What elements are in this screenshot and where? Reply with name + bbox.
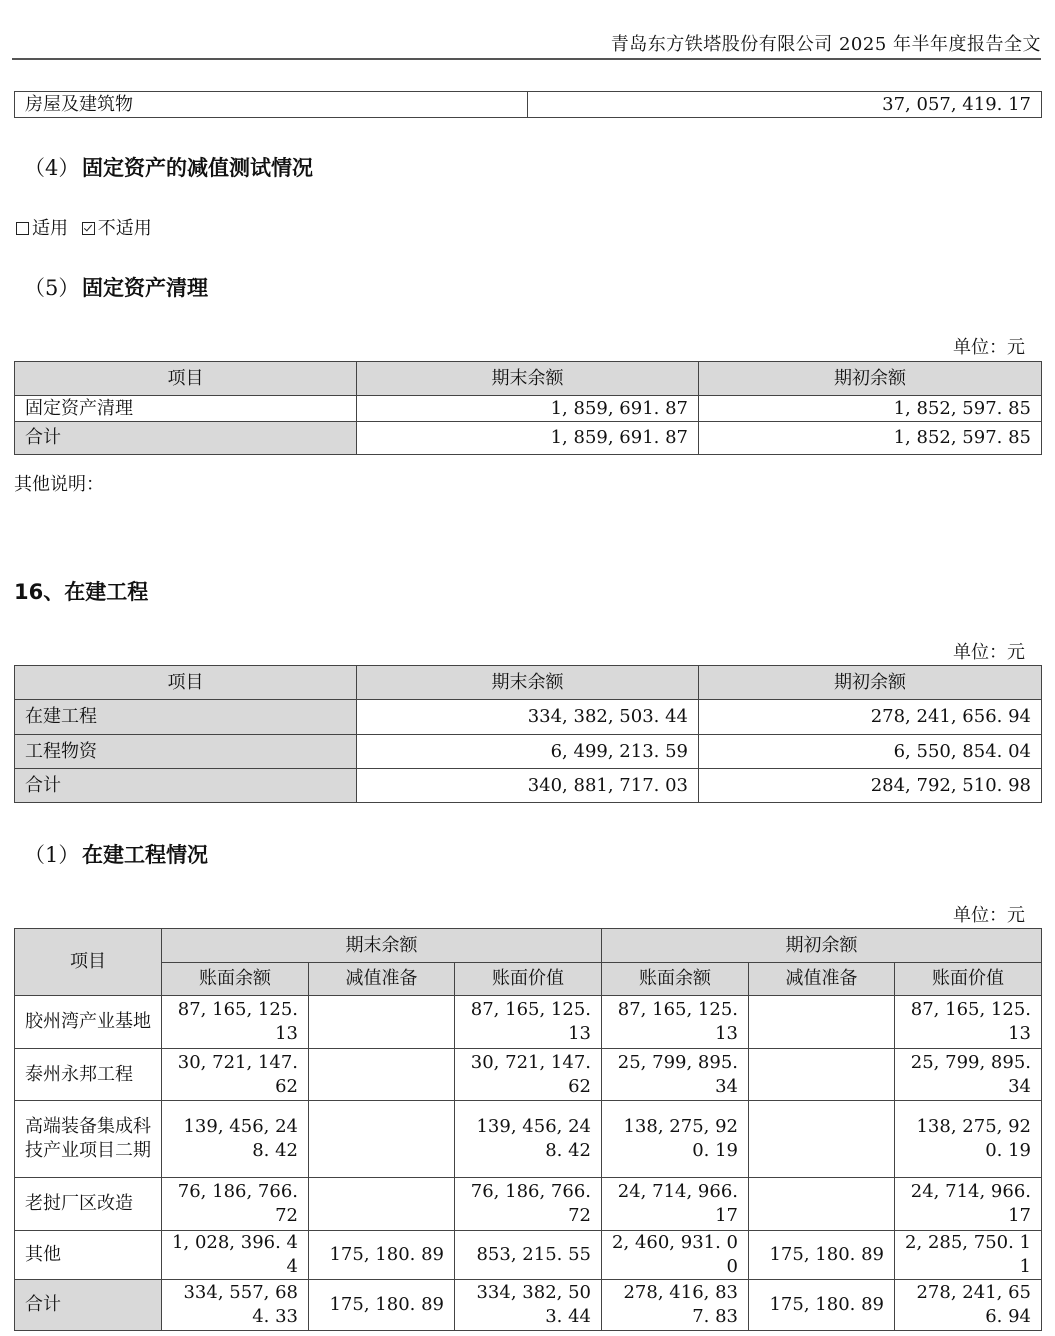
subheader-impairment: 减值准备 <box>309 963 455 996</box>
top-carryover-table <box>14 91 1042 118</box>
table-cell: 138, 275, 920. 19 <box>895 1101 1042 1178</box>
table-cell: 175, 180. 89 <box>749 1231 895 1280</box>
option-applicable: 适用 <box>32 218 68 239</box>
section-16-1-unit: 单位：元 <box>953 905 1025 926</box>
header-end-balance-group: 期末余额 <box>162 929 602 963</box>
header-item: 项目 <box>15 666 357 700</box>
table-cell: 284, 792, 510. 98 <box>699 769 1042 803</box>
section-4-title: 固定资产的减值测试情况 <box>82 156 313 180</box>
table-cell: 1, 852, 597. 85 <box>699 422 1042 455</box>
table-cell: 24, 714, 966. 17 <box>602 1178 749 1231</box>
table-cell: 25, 799, 895. 34 <box>895 1049 1042 1101</box>
table-row-label: 在建工程 <box>15 700 357 735</box>
table-cell: 76, 186, 766. 72 <box>162 1178 309 1231</box>
table-cell: 138, 275, 920. 19 <box>602 1101 749 1178</box>
table-cell: 340, 881, 717. 03 <box>357 769 699 803</box>
table-cell <box>749 1049 895 1101</box>
subheader-impairment: 减值准备 <box>749 963 895 996</box>
table-cell-label: 房屋及建筑物 <box>15 92 528 118</box>
section-4-index: （4） <box>24 156 80 180</box>
table-row-label: 合计 <box>15 422 357 455</box>
table-row-label: 泰州永邦工程 <box>15 1049 162 1101</box>
subheader-book-balance: 账面余额 <box>162 963 309 996</box>
table-row-label: 其他 <box>15 1231 162 1280</box>
table-cell: 2, 460, 931. 00 <box>602 1231 749 1280</box>
table-row-label: 高端装备集成科技产业项目二期 <box>15 1101 162 1178</box>
subheader-book-value: 账面价值 <box>895 963 1042 996</box>
table-cell: 1, 852, 597. 85 <box>699 396 1042 422</box>
header-end-balance: 期末余额 <box>357 362 699 396</box>
other-notes-label: 其他说明： <box>14 474 104 495</box>
checkbox-checked-icon[interactable] <box>82 222 95 235</box>
header-item: 项目 <box>15 362 357 396</box>
table-cell: 334, 382, 503. 44 <box>455 1280 602 1331</box>
table-cell: 25, 799, 895. 34 <box>602 1049 749 1101</box>
table-cell <box>309 1178 455 1231</box>
table-cell-value: 37, 057, 419. 17 <box>528 92 1042 118</box>
section-5-heading <box>24 272 208 302</box>
table-cell <box>749 1101 895 1178</box>
table-cell: 87, 165, 125. 13 <box>162 996 309 1049</box>
header-begin-balance: 期初余额 <box>699 666 1042 700</box>
table-cell: 1, 859, 691. 87 <box>357 422 699 455</box>
section-5-unit: 单位：元 <box>953 337 1025 358</box>
table-cell: 334, 382, 503. 44 <box>357 700 699 735</box>
header-begin-balance: 期初余额 <box>699 362 1042 396</box>
table-row <box>15 1280 1042 1331</box>
section-16-1-heading <box>24 839 208 869</box>
table-row <box>15 1231 1042 1280</box>
table-cell: 278, 241, 656. 94 <box>895 1280 1042 1331</box>
section-5-title: 固定资产清理 <box>82 276 208 300</box>
header-end-balance: 期末余额 <box>357 666 699 700</box>
checkbox-unchecked-icon[interactable] <box>16 222 29 235</box>
table-cell: 2, 285, 750. 11 <box>895 1231 1042 1280</box>
table-cell: 87, 165, 125. 13 <box>455 996 602 1049</box>
option-not-applicable: 不适用 <box>97 218 152 239</box>
table-cell: 175, 180. 89 <box>309 1231 455 1280</box>
table-cell: 1, 859, 691. 87 <box>357 396 699 422</box>
table-cell: 76, 186, 766. 72 <box>455 1178 602 1231</box>
header-item: 项目 <box>15 929 162 996</box>
table-cell <box>749 1178 895 1231</box>
table-row-label: 合计 <box>15 1280 162 1331</box>
section-16-1-index: （1） <box>24 843 80 867</box>
table-cell: 30, 721, 147. 62 <box>162 1049 309 1101</box>
table-cell <box>749 996 895 1049</box>
report-header-title: 青岛东方铁塔股份有限公司 2025 年半年度报告全文 <box>610 34 1041 55</box>
construction-in-progress-table <box>14 665 1042 803</box>
table-cell: 6, 499, 213. 59 <box>357 735 699 769</box>
table-cell <box>309 1101 455 1178</box>
table-cell: 1, 028, 396. 44 <box>162 1231 309 1280</box>
section-16-unit: 单位：元 <box>953 642 1025 663</box>
header-divider <box>12 58 1041 60</box>
section-16-heading: 16、在建工程 <box>14 580 149 604</box>
section-5-index: （5） <box>24 276 80 300</box>
table-cell: 175, 180. 89 <box>749 1280 895 1331</box>
table-cell: 30, 721, 147. 62 <box>455 1049 602 1101</box>
table-cell: 87, 165, 125. 13 <box>895 996 1042 1049</box>
table-cell: 24, 714, 966. 17 <box>895 1178 1042 1231</box>
table-cell: 87, 165, 125. 13 <box>602 996 749 1049</box>
table-row-label: 固定资产清理 <box>15 396 357 422</box>
table-cell: 334, 557, 684. 33 <box>162 1280 309 1331</box>
table-row-label: 工程物资 <box>15 735 357 769</box>
table-row <box>15 996 1042 1049</box>
table-cell: 175, 180. 89 <box>309 1280 455 1331</box>
table-cell: 278, 241, 656. 94 <box>699 700 1042 735</box>
table-cell: 6, 550, 854. 04 <box>699 735 1042 769</box>
table-row <box>15 1049 1042 1101</box>
table-row-label: 老挝厂区改造 <box>15 1178 162 1231</box>
table-row <box>15 1101 1042 1178</box>
subheader-book-value: 账面价值 <box>455 963 602 996</box>
table-cell <box>309 1049 455 1101</box>
table-row-label: 合计 <box>15 769 357 803</box>
table-row-label: 胶州湾产业基地 <box>15 996 162 1049</box>
fixed-asset-disposal-table <box>14 361 1042 455</box>
section-4-heading <box>24 152 313 182</box>
applicability-options <box>16 214 152 240</box>
construction-details-table <box>14 928 1042 1331</box>
table-cell: 278, 416, 837. 83 <box>602 1280 749 1331</box>
table-cell <box>309 996 455 1049</box>
table-cell: 139, 456, 248. 42 <box>162 1101 309 1178</box>
table-cell: 139, 456, 248. 42 <box>455 1101 602 1178</box>
header-begin-balance-group: 期初余额 <box>602 929 1042 963</box>
section-16-1-title: 在建工程情况 <box>82 843 208 867</box>
table-row <box>15 1178 1042 1231</box>
table-cell: 853, 215. 55 <box>455 1231 602 1280</box>
subheader-book-balance: 账面余额 <box>602 963 749 996</box>
